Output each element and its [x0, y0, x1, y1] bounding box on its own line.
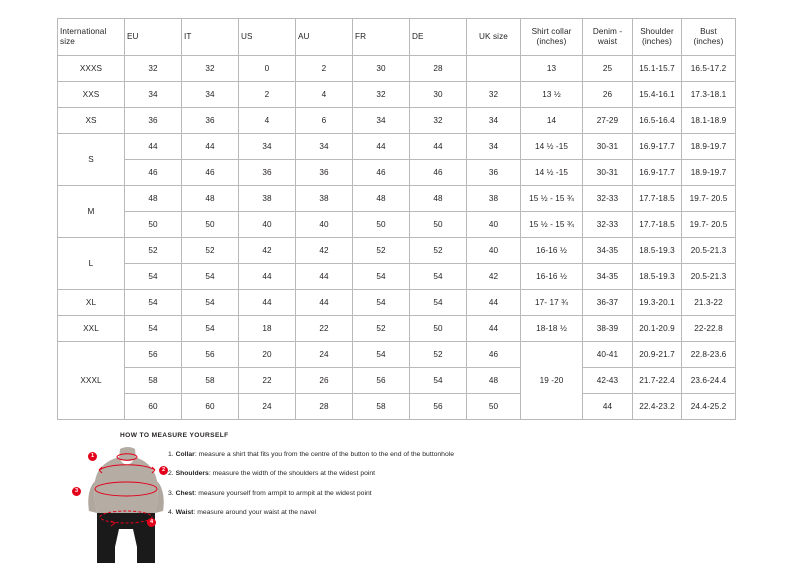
cell-eu: 32 [125, 56, 182, 82]
cell-it: 48 [182, 186, 239, 212]
cell-uk: 34 [467, 108, 521, 134]
cell-uk: 44 [467, 290, 521, 316]
cell-shirt-collar: 18-18 ½ [521, 316, 583, 342]
cell-fr: 44 [353, 134, 410, 160]
cell-shoulder: 15.1-15.7 [633, 56, 682, 82]
cell-fr: 32 [353, 82, 410, 108]
cell-bust: 20.5-21.3 [682, 264, 736, 290]
shorts-shape [97, 513, 155, 547]
cell-de: 56 [410, 394, 467, 420]
cell-fr: 54 [353, 342, 410, 368]
cell-uk: 44 [467, 316, 521, 342]
cell-au: 42 [296, 238, 353, 264]
size-table [57, 18, 736, 420]
cell-shoulder: 21.7-22.4 [633, 368, 682, 394]
cell-eu: 58 [125, 368, 182, 394]
cell-uk: 50 [467, 394, 521, 420]
instruction-line-waist [168, 508, 618, 518]
cell-denim-waist: 36-37 [583, 290, 633, 316]
cell-shirt-collar: 15 ½ - 15 ¾ [521, 212, 583, 238]
row-size-label: XL [58, 290, 125, 316]
cell-au: 44 [296, 264, 353, 290]
cell-us: 38 [239, 186, 296, 212]
cell-us: 24 [239, 394, 296, 420]
table-row [58, 316, 736, 342]
size-table-container [57, 18, 729, 420]
cell-shoulder: 16.9-17.7 [633, 134, 682, 160]
cell-de: 28 [410, 56, 467, 82]
cell-au: 36 [296, 160, 353, 186]
cell-de: 52 [410, 342, 467, 368]
cell-eu: 54 [125, 264, 182, 290]
cell-fr: 52 [353, 316, 410, 342]
cell-bust: 22-22.8 [682, 316, 736, 342]
cell-au: 26 [296, 368, 353, 394]
cell-fr: 54 [353, 290, 410, 316]
cell-bust: 18.9-19.7 [682, 134, 736, 160]
cell-uk: 36 [467, 160, 521, 186]
cell-fr: 58 [353, 394, 410, 420]
cell-denim-waist: 34-35 [583, 264, 633, 290]
cell-it: 34 [182, 82, 239, 108]
cell-us: 0 [239, 56, 296, 82]
how-to-measure-title: HOW TO MEASURE YOURSELF [120, 432, 229, 439]
marker-3-chest: 3 [72, 487, 81, 496]
cell-it: 58 [182, 368, 239, 394]
cell-denim-waist: 27-29 [583, 108, 633, 134]
cell-de: 48 [410, 186, 467, 212]
cell-us: 34 [239, 134, 296, 160]
table-row [58, 368, 736, 394]
cell-de: 54 [410, 290, 467, 316]
cell-au: 24 [296, 342, 353, 368]
cell-it: 54 [182, 264, 239, 290]
row-size-label: XXXS [58, 56, 125, 82]
cell-eu: 54 [125, 290, 182, 316]
cell-shirt-collar: 14 ½ -15 [521, 160, 583, 186]
instruction-label-waist: Waist [175, 509, 194, 517]
table-row [58, 82, 736, 108]
cell-bust: 22.8-23.6 [682, 342, 736, 368]
table-row [58, 290, 736, 316]
cell-uk: 34 [467, 134, 521, 160]
column-header-eu: EU [125, 19, 182, 56]
cell-uk: 48 [467, 368, 521, 394]
cell-bust: 19.7- 20.5 [682, 186, 736, 212]
instruction-number-3: 3. [168, 489, 174, 497]
cell-bust: 23.6-24.4 [682, 368, 736, 394]
cell-au: 44 [296, 290, 353, 316]
instruction-number-1: 1. [168, 451, 174, 458]
marker-1-collar: 1 [88, 452, 97, 461]
cell-us: 36 [239, 160, 296, 186]
cell-fr: 56 [353, 368, 410, 394]
column-header-de: DE [410, 19, 467, 56]
cell-de: 54 [410, 264, 467, 290]
cell-au: 6 [296, 108, 353, 134]
cell-eu: 56 [125, 342, 182, 368]
cell-shirt-collar: 14 ½ -15 [521, 134, 583, 160]
cell-shoulder: 18.5-19.3 [633, 238, 682, 264]
cell-fr: 46 [353, 160, 410, 186]
table-row [58, 186, 736, 212]
instruction-text-waist: : measure around your waist at the navel [193, 509, 317, 517]
cell-denim-waist: 26 [583, 82, 633, 108]
cell-denim-waist: 44 [583, 394, 633, 420]
cell-shoulder: 16.5-16.4 [633, 108, 682, 134]
cell-de: 30 [410, 82, 467, 108]
cell-eu: 54 [125, 316, 182, 342]
cell-it: 56 [182, 342, 239, 368]
cell-us: 18 [239, 316, 296, 342]
table-row [58, 342, 736, 368]
cell-shirt-collar: 13 [521, 56, 583, 82]
table-row [58, 212, 736, 238]
table-header-row [58, 19, 736, 56]
cell-bust: 21.3-22 [682, 290, 736, 316]
column-header-fr: FR [353, 19, 410, 56]
row-size-label: XXS [58, 82, 125, 108]
cell-de: 52 [410, 238, 467, 264]
column-header-shirt-collar: Shirt collar (inches) [521, 19, 583, 56]
cell-au: 4 [296, 82, 353, 108]
cell-au: 34 [296, 134, 353, 160]
cell-shirt-collar: 19 -20 [521, 342, 583, 420]
cell-denim-waist: 40-41 [583, 342, 633, 368]
cell-fr: 34 [353, 108, 410, 134]
column-header-bust: Bust (inches) [682, 19, 736, 56]
cell-au: 22 [296, 316, 353, 342]
cell-us: 22 [239, 368, 296, 394]
cell-de: 32 [410, 108, 467, 134]
cell-bust: 16.5-17.2 [682, 56, 736, 82]
cell-fr: 48 [353, 186, 410, 212]
table-row [58, 238, 736, 264]
row-size-label: XS [58, 108, 125, 134]
cell-bust: 19.7- 20.5 [682, 212, 736, 238]
cell-fr: 52 [353, 238, 410, 264]
cell-us: 44 [239, 290, 296, 316]
cell-shoulder: 20.1-20.9 [633, 316, 682, 342]
cell-eu: 34 [125, 82, 182, 108]
cell-uk: 40 [467, 212, 521, 238]
size-table-body [58, 56, 736, 420]
cell-us: 40 [239, 212, 296, 238]
cell-fr: 50 [353, 212, 410, 238]
cell-denim-waist: 30-31 [583, 160, 633, 186]
cell-bust: 18.1-18.9 [682, 108, 736, 134]
cell-denim-waist: 42-43 [583, 368, 633, 394]
cell-eu: 52 [125, 238, 182, 264]
torso-figure-svg [75, 445, 180, 565]
instruction-number-2: 2. [168, 470, 174, 478]
cell-it: 36 [182, 108, 239, 134]
column-header-au: AU [296, 19, 353, 56]
instruction-line-collar [168, 450, 618, 460]
column-header-us: US [239, 19, 296, 56]
instruction-number-4: 4. [168, 509, 174, 517]
cell-it: 44 [182, 134, 239, 160]
cell-de: 50 [410, 212, 467, 238]
cell-eu: 60 [125, 394, 182, 420]
cell-it: 54 [182, 290, 239, 316]
cell-shoulder: 20.9-21.7 [633, 342, 682, 368]
instruction-label-shoulders: Shoulders [175, 470, 209, 478]
column-header-denim-waist: Denim - waist [583, 19, 633, 56]
cell-denim-waist: 32-33 [583, 186, 633, 212]
cell-au: 40 [296, 212, 353, 238]
cell-de: 50 [410, 316, 467, 342]
body-measurement-diagram [75, 445, 180, 565]
cell-fr: 54 [353, 264, 410, 290]
size-table-head [58, 19, 736, 56]
cell-us: 42 [239, 238, 296, 264]
cell-uk: 38 [467, 186, 521, 212]
cell-eu: 46 [125, 160, 182, 186]
row-size-label: M [58, 186, 125, 238]
cell-de: 46 [410, 160, 467, 186]
cell-au: 2 [296, 56, 353, 82]
cell-bust: 20.5-21.3 [682, 238, 736, 264]
row-size-label: XXXL [58, 342, 125, 420]
cell-shirt-collar: 16-16 ½ [521, 238, 583, 264]
cell-bust: 18.9-19.7 [682, 160, 736, 186]
cell-it: 52 [182, 238, 239, 264]
cell-eu: 50 [125, 212, 182, 238]
cell-eu: 36 [125, 108, 182, 134]
torso-shape [94, 457, 158, 513]
marker-2-shoulders: 2 [159, 466, 168, 475]
cell-de: 44 [410, 134, 467, 160]
table-row [58, 394, 736, 420]
cell-shirt-collar: 14 [521, 108, 583, 134]
cell-eu: 48 [125, 186, 182, 212]
column-header-shoulder: Shoulder (inches) [633, 19, 682, 56]
cell-it: 60 [182, 394, 239, 420]
column-header-uk-size: UK size [467, 19, 521, 56]
table-row [58, 134, 736, 160]
cell-eu: 44 [125, 134, 182, 160]
cell-bust: 24.4-25.2 [682, 394, 736, 420]
cell-shoulder: 16.9-17.7 [633, 160, 682, 186]
cell-us: 20 [239, 342, 296, 368]
cell-it: 50 [182, 212, 239, 238]
instruction-text-chest: : measure yourself from armpit to armpit at the widest point [194, 489, 372, 497]
cell-us: 2 [239, 82, 296, 108]
instruction-line-chest [168, 489, 618, 499]
cell-shoulder: 18.5-19.3 [633, 264, 682, 290]
shorts-left-leg [97, 547, 115, 563]
shorts-right-leg [137, 547, 155, 563]
cell-us: 44 [239, 264, 296, 290]
cell-shoulder: 17.7-18.5 [633, 212, 682, 238]
cell-bust: 17.3-18.1 [682, 82, 736, 108]
instruction-label-chest: Chest [175, 489, 195, 497]
measurement-instructions [168, 450, 618, 527]
column-header-international-size: International size [58, 19, 125, 56]
instruction-line-shoulders [168, 469, 618, 479]
table-row [58, 160, 736, 186]
cell-uk: 46 [467, 342, 521, 368]
cell-denim-waist: 30-31 [583, 134, 633, 160]
cell-denim-waist: 38-39 [583, 316, 633, 342]
instruction-text-collar: : measure a shirt that fits you from the centre of the button to the end of the buttonhole [194, 451, 455, 458]
cell-shirt-collar: 13 ½ [521, 82, 583, 108]
cell-uk: 32 [467, 82, 521, 108]
cell-shirt-collar: 17- 17 ¾ [521, 290, 583, 316]
row-size-label: L [58, 238, 125, 290]
cell-shoulder: 19.3-20.1 [633, 290, 682, 316]
table-row [58, 264, 736, 290]
cell-shoulder: 22.4-23.2 [633, 394, 682, 420]
column-header-it: IT [182, 19, 239, 56]
row-size-label: XXL [58, 316, 125, 342]
marker-4-waist: 4 [147, 518, 156, 527]
cell-it: 32 [182, 56, 239, 82]
cell-denim-waist: 25 [583, 56, 633, 82]
cell-au: 38 [296, 186, 353, 212]
cell-it: 54 [182, 316, 239, 342]
table-row [58, 108, 736, 134]
cell-de: 54 [410, 368, 467, 394]
cell-shoulder: 15.4-16.1 [633, 82, 682, 108]
cell-uk: 42 [467, 264, 521, 290]
cell-shirt-collar: 15 ½ - 15 ¾ [521, 186, 583, 212]
cell-fr: 30 [353, 56, 410, 82]
instruction-label-collar: Collar [175, 451, 195, 458]
cell-shoulder: 17.7-18.5 [633, 186, 682, 212]
cell-denim-waist: 32-33 [583, 212, 633, 238]
cell-us: 4 [239, 108, 296, 134]
cell-it: 46 [182, 160, 239, 186]
row-size-label: S [58, 134, 125, 186]
cell-denim-waist: 34-35 [583, 238, 633, 264]
table-row [58, 56, 736, 82]
cell-au: 28 [296, 394, 353, 420]
instruction-text-shoulders: : measure the width of the shoulders at the widest point [208, 470, 376, 478]
cell-uk: 40 [467, 238, 521, 264]
cell-uk [467, 56, 521, 82]
cell-shirt-collar: 16-16 ½ [521, 264, 583, 290]
